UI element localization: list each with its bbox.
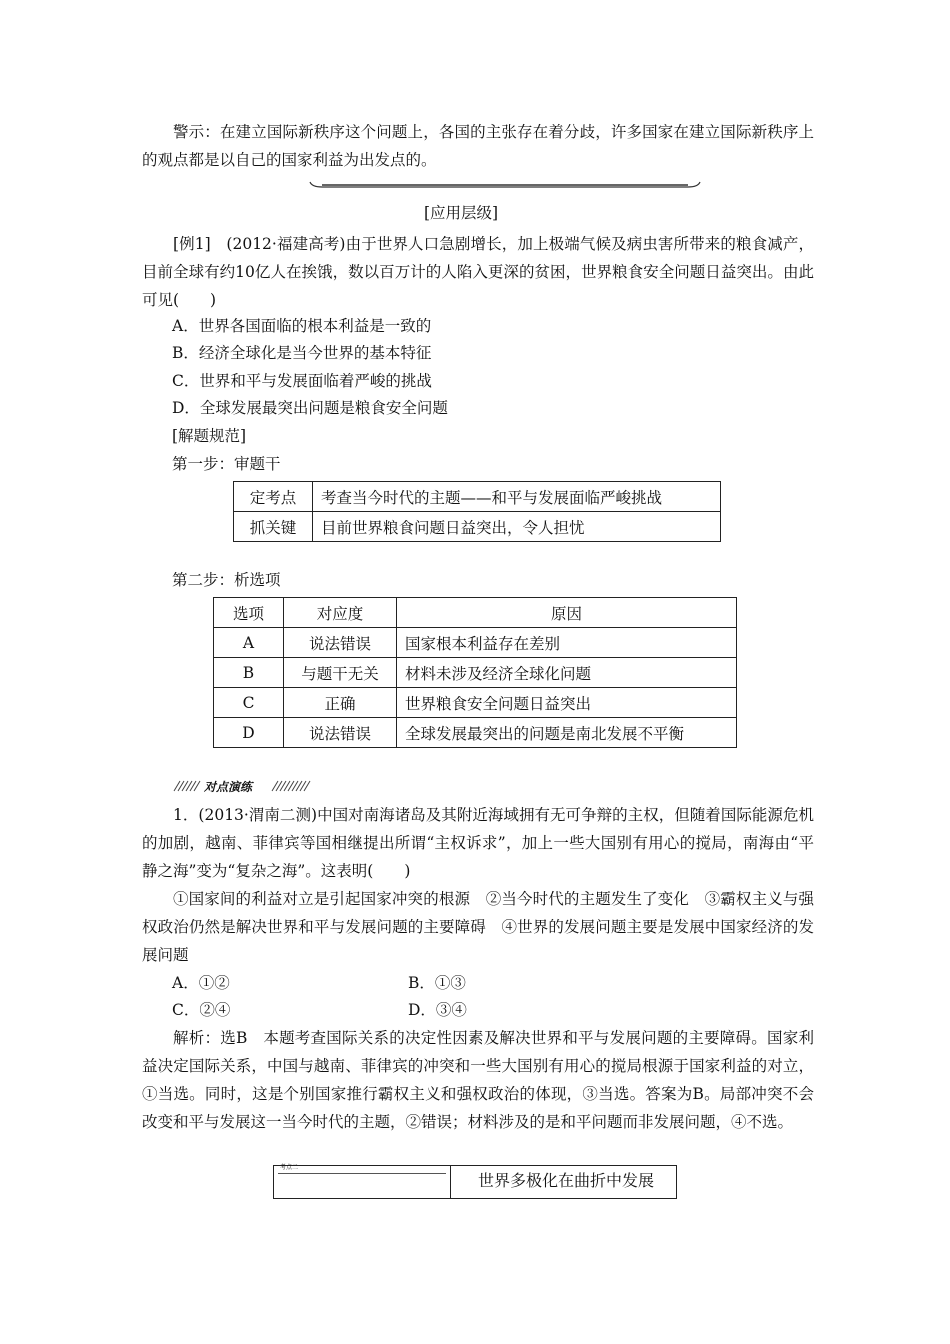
step2-label: 第二步：析选项 xyxy=(172,571,281,589)
table-cell: 说法错误 xyxy=(284,628,397,658)
table-cell: A xyxy=(214,628,284,658)
footer-table xyxy=(273,1165,677,1199)
table-header: 原因 xyxy=(397,598,737,628)
table-cell: 抓关键 xyxy=(234,512,313,542)
q1-option-c: C．②④ xyxy=(172,1001,231,1019)
table-cell: 考查当今时代的主题——和平与发展面临严峻挑战 xyxy=(313,482,721,512)
table-header: 选项 xyxy=(214,598,284,628)
table-cell: 国家根本利益存在差别 xyxy=(397,628,737,658)
table-cell: 与题干无关 xyxy=(284,658,397,688)
practice-banner xyxy=(172,779,322,793)
option-d: D．全球发展最突出问题是粮食安全问题 xyxy=(172,399,448,417)
footer-tag-underline xyxy=(278,1168,446,1174)
analysis-paragraph: 解析：选B 本题考查国际关系的决定性因素及解决世界和平与发展问题的主要障碍。国家利益决定国际关系，中国与越南、菲律宾的冲突和一些大国别有用心的搅局根源于国家利益的对立，①当选。同时，这是个别国家推行霸权主义和强权政治的体现，③当选。答案为B。局部冲突不会改变和平与发展这一当今时代的主题，②错误；材料涉及的是和平问题而非发展问题，④不选。 xyxy=(142,1029,814,1131)
table-row xyxy=(234,482,721,512)
step1-label: 第一步：审题干 xyxy=(172,455,281,473)
table-cell: D xyxy=(214,718,284,748)
table-row xyxy=(214,628,737,658)
question-1-stem: 1．(2013·渭南二测)中国对南海诸岛及其附近海域拥有无可争辩的主权，但随着国际能源危机的加剧，越南、菲律宾等国相继提出所谓“主权诉求”，加上一些大国别有用心的搅局，南海由“平静之海”变为“复杂之海”。这表明( ) xyxy=(142,806,814,880)
warning-paragraph: 警示：在建立国际新秩序这个问题上，各国的主张存在着分歧，许多国家在建立国际新秩序上的观点都是以自己的国家利益为出发点的。 xyxy=(142,123,814,169)
footer-table-tag: 考点二 xyxy=(280,1164,299,1171)
table-row xyxy=(214,718,737,748)
table-cell: C xyxy=(214,688,284,718)
step1-table xyxy=(233,481,721,542)
table-row xyxy=(214,688,737,718)
table-cell: 说法错误 xyxy=(284,718,397,748)
option-c: C．世界和平与发展面临着严峻的挑战 xyxy=(172,372,432,390)
q1-option-d: D．③④ xyxy=(408,1001,467,1019)
table-cell: 全球发展最突出的问题是南北发展不平衡 xyxy=(397,718,737,748)
table-cell: 定考点 xyxy=(234,482,313,512)
footer-table-title: 世界多极化在曲折中发展 xyxy=(478,1171,655,1190)
step2-table xyxy=(213,597,737,748)
table-cell: 正确 xyxy=(284,688,397,718)
table-cell: 材料未涉及经济全球化问题 xyxy=(397,658,737,688)
table-row xyxy=(214,658,737,688)
table-header: 对应度 xyxy=(284,598,397,628)
method-label: [解题规范] xyxy=(172,427,247,445)
table-row xyxy=(234,512,721,542)
table-cell: B xyxy=(214,658,284,688)
table-cell: 世界粮食安全问题日益突出 xyxy=(397,688,737,718)
section-title: [应用层级] xyxy=(424,204,499,222)
footer-table-tag-cell xyxy=(274,1166,451,1198)
example-stem: [例1] (2012·福建高考)由于世界人口急剧增长，加上极端气候及病虫害所带来的粮食减产，目前全球有约10亿人在挨饿，数以百万计的人陷入更深的贫困，世界粮食安全问题日益突出。由此可见( ) xyxy=(142,235,814,309)
option-b: B．经济全球化是当今世界的基本特征 xyxy=(172,344,432,362)
table-cell: 目前世界粮食问题日益突出，令人担忧 xyxy=(313,512,721,542)
banner-label: 对点演练 xyxy=(204,780,253,794)
table-header-row xyxy=(214,598,737,628)
option-a: A．世界各国面临的根本利益是一致的 xyxy=(172,317,432,335)
section-divider xyxy=(308,180,702,190)
question-1-items: ①国家间的利益对立是引起国家冲突的根源 ②当今时代的主题发生了变化 ③霸权主义与强权政治仍然是解决世界和平与发展问题的主要障碍 ④世界的发展问题主要是发展中国家经济的发展问题 xyxy=(142,890,814,964)
q1-option-b: B．①③ xyxy=(408,974,466,992)
q1-option-a: A．①② xyxy=(172,974,230,992)
